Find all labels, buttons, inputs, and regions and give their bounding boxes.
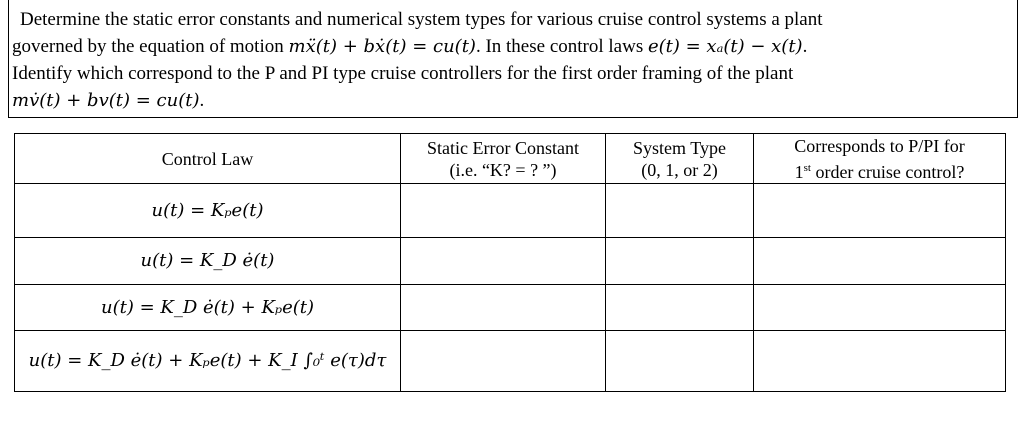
problem-line-3: Identify which correspond to the P and PI type cruise controllers for the first order framing of the plant <box>12 63 794 84</box>
corresponds-cell[interactable] <box>754 238 1006 284</box>
equation-of-motion: mẍ(t) + bẋ(t) = cu(t) <box>288 36 476 57</box>
corresponds-cell[interactable] <box>754 284 1006 330</box>
header-system-type <box>606 134 754 184</box>
header-static-error-line1: Static Error Constant <box>427 137 579 158</box>
problem-line-2-suffix: . <box>802 36 808 57</box>
table-row <box>15 330 1006 391</box>
problem-line-2-prefix: governed by the equation of motion <box>12 36 289 57</box>
control-law-pid: u(t) = K_D ė(t) + Kₚe(t) + K_I ∫₀ᵗ e(τ)dτ <box>15 330 401 391</box>
header-system-type-line2: (0, 1, or 2) <box>641 159 718 180</box>
table-header-row <box>15 134 1006 184</box>
first-order-plant-equation: mv̇(t) + bv(t) = cu(t) <box>12 90 200 111</box>
static-error-cell[interactable] <box>401 238 606 284</box>
error-definition: e(t) = xₐ(t) − x(t) <box>647 36 803 57</box>
system-type-cell[interactable] <box>606 238 754 284</box>
header-control-law: Control Law <box>15 134 401 184</box>
control-law-d: u(t) = K_D ė(t) <box>15 238 401 284</box>
static-error-cell[interactable] <box>401 284 606 330</box>
table-row <box>15 284 1006 330</box>
problem-line-2-mid: . In these control laws <box>475 36 648 57</box>
static-error-cell[interactable] <box>401 330 606 391</box>
problem-line-4-suffix: . <box>199 90 205 111</box>
header-corresponds-line2: 1st order cruise control? <box>794 161 965 182</box>
header-corresponds-line1: Corresponds to P/PI for <box>794 135 965 156</box>
problem-line-2 <box>12 35 807 59</box>
table-row <box>15 238 1006 284</box>
problem-line-4 <box>12 89 204 113</box>
problem-line-1: Determine the static error constants and numerical system types for various cruise control systems a plant <box>20 9 823 30</box>
problem-statement <box>0 0 1024 118</box>
header-corresponds <box>754 134 1006 184</box>
corresponds-cell[interactable] <box>754 184 1006 238</box>
header-static-error-constant <box>401 134 606 184</box>
corresponds-cell[interactable] <box>754 330 1006 391</box>
control-law-p: u(t) = Kₚe(t) <box>15 184 401 238</box>
control-law-pd: u(t) = K_D ė(t) + Kₚe(t) <box>15 284 401 330</box>
system-type-cell[interactable] <box>606 284 754 330</box>
system-type-cell[interactable] <box>606 330 754 391</box>
header-system-type-line1: System Type <box>633 137 726 158</box>
table-row <box>15 184 1006 238</box>
header-static-error-line2: (i.e. “K? = ? ”) <box>449 159 557 180</box>
static-error-cell[interactable] <box>401 184 606 238</box>
control-law-table <box>14 133 1006 392</box>
system-type-cell[interactable] <box>606 184 754 238</box>
